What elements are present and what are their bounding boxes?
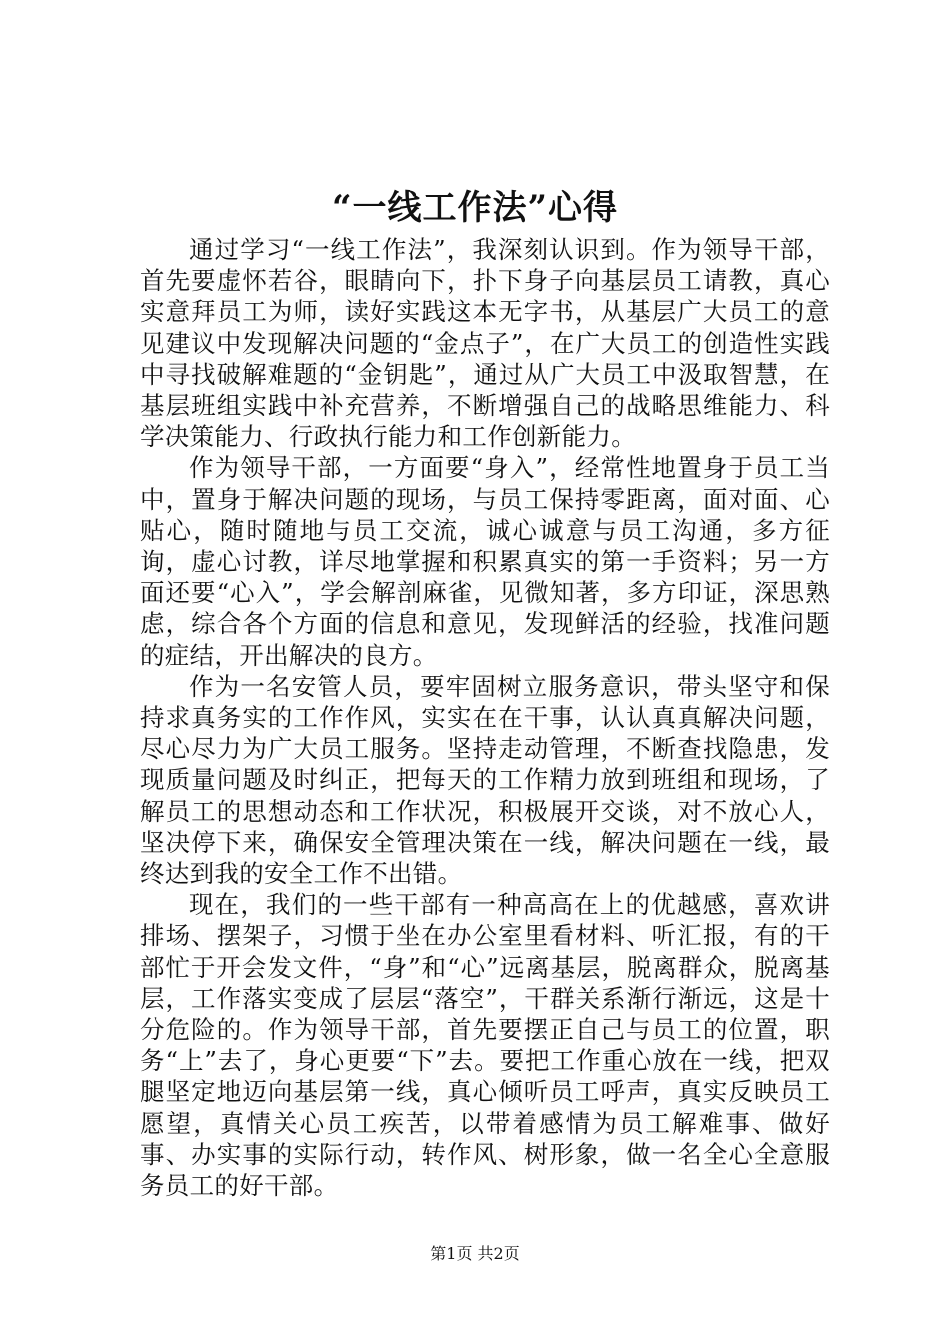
paragraph-1: 通过学习“一线工作法”，我深刻认识到。作为领导干部，首先要虚怀若谷，眼睛向下，扑下身子向基层员工请教，真心实意拜员工为师，读好实践这本无字书，从基层广大员工的意见建议中发现解决问题的“金点子”，在广大员工的创造性实践中寻找破解难题的“金钥匙”，通过从广大员工中汲取智慧，在基层班组实践中补充营养，不断增强自己的战略思维能力、科学决策能力、行政执行能力和工作创新能力。 — [140, 235, 830, 452]
paragraph-2: 作为领导干部，一方面要“身入”，经常性地置身于员工当中，置身于解决问题的现场，与员工保持零距离，面对面、心贴心，随时随地与员工交流，诚心诚意与员工沟通，多方征询，虚心讨教，详尽地掌握和积累真实的第一手资料；另一方面还要“心入”，学会解剖麻雀，见微知著，多方印证，深思熟虑，综合各个方面的信息和意见，发现鲜活的经验，找准问题的症结，开出解决的良方。 — [140, 453, 830, 670]
paragraph-3: 作为一名安管人员，要牢固树立服务意识，带头坚守和保持求真务实的工作作风，实实在在干事，认认真真解决问题，尽心尽力为广大员工服务。坚持走动管理，不断查找隐患，发现质量问题及时纠正，把每天的工作精力放到班组和现场，了解员工的思想动态和工作状况，积极展开交谈，对不放心人，坚决停下来，确保安全管理决策在一线，解决问题在一线，最终达到我的安全工作不出错。 — [140, 671, 830, 889]
document-title: “一线工作法”心得 — [331, 188, 619, 228]
paragraph-4: 现在，我们的一些干部有一种高高在上的优越感，喜欢讲排场、摆架子，习惯于坐在办公室里看材料、听汇报，有的干部忙于开会发文件，“身”和“心”远离基层，脱离群众，脱离基层，工作落实变成了层层“落空”，干群关系渐行渐远，这是十分危险的。作为领导干部，首先要摆正自己与员工的位置，职务“上”去了，身心更要“下”去。要把工作重心放在一线，把双腿坚定地迈向基层第一线，真心倾听员工呼声，真实反映员工愿望，真情关心员工疾苦，以带着感情为员工解难事、做好事、办实事的实际行动，转作风、树形象，做一名全心全意服务员工的好干部。 — [140, 890, 830, 1201]
page-number-footer: 第1页 共2页 — [430, 1244, 520, 1263]
document-body — [140, 234, 830, 1201]
